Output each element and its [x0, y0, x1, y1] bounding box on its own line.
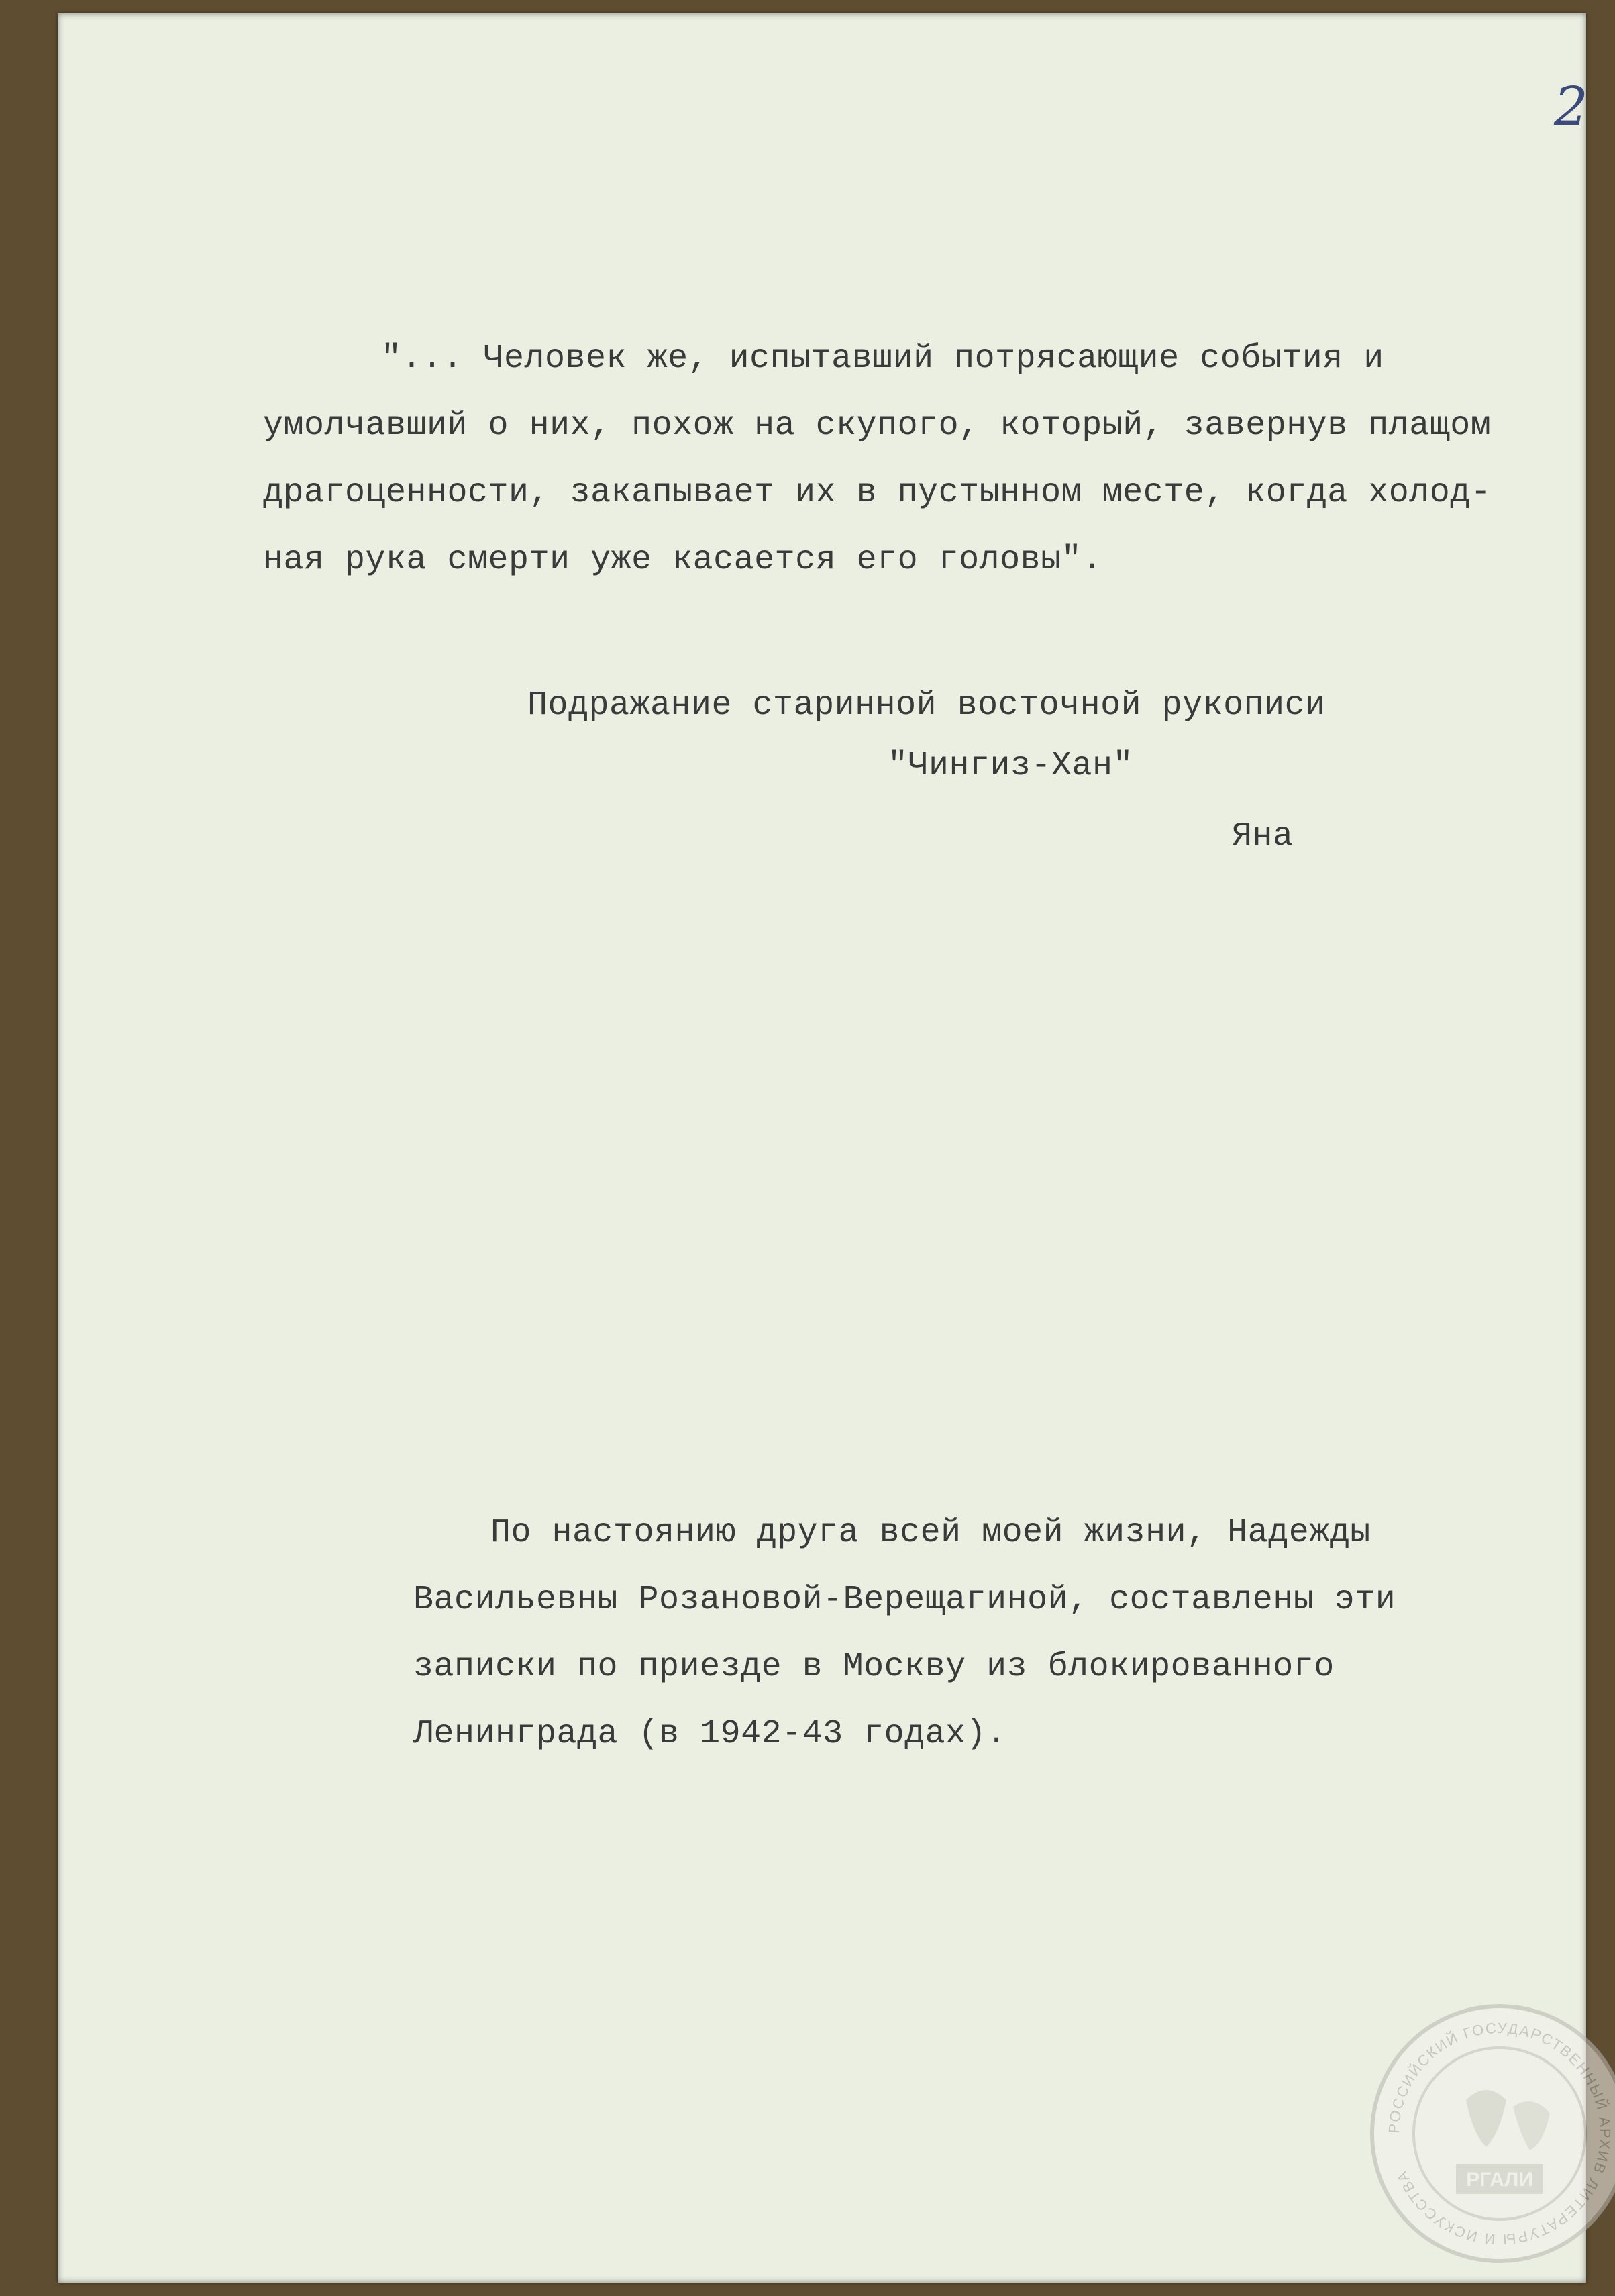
seal-ring-text: РОССИЙСКИЙ ГОСУДАРСТВЕННЫЙ АРХИВ ЛИТЕРАТУРЫ И ИСКУССТВА	[1385, 2019, 1614, 2248]
paper-sheet	[58, 13, 1586, 2283]
epigraph-line-1: "... Человек же, испытавший потрясающие события и	[381, 340, 1384, 378]
epigraph-author: Яна	[1232, 817, 1294, 855]
archive-seal-watermark	[1365, 1999, 1615, 2268]
epigraph-line-2: умолчавший о них, похож на скупого, который, завернув плащом	[263, 407, 1492, 445]
page-number: 2	[1554, 75, 1588, 138]
seal-text: РГАЛИ	[1466, 2169, 1533, 2191]
dedication-line-3: записки по приезде в Москву из блокированного	[413, 1648, 1335, 1686]
epigraph-source-title: "Чингиз-Хан"	[888, 747, 1134, 785]
epigraph-line-4: ная рука смерти уже касается его головы".	[263, 541, 1102, 579]
dedication-line-2: Васильевны Розановой-Верещагиной, составлены эти	[413, 1581, 1396, 1619]
epigraph-source: Подражание старинной восточной рукописи	[527, 686, 1326, 725]
dedication-line-4: Ленинграда (в 1942-43 годах).	[413, 1715, 1007, 1753]
dedication-line-1: По настоянию друга всей моей жизни, Надежды	[490, 1514, 1371, 1552]
epigraph-line-3: драгоценности, закапывает их в пустынном месте, когда холод-	[263, 474, 1492, 512]
